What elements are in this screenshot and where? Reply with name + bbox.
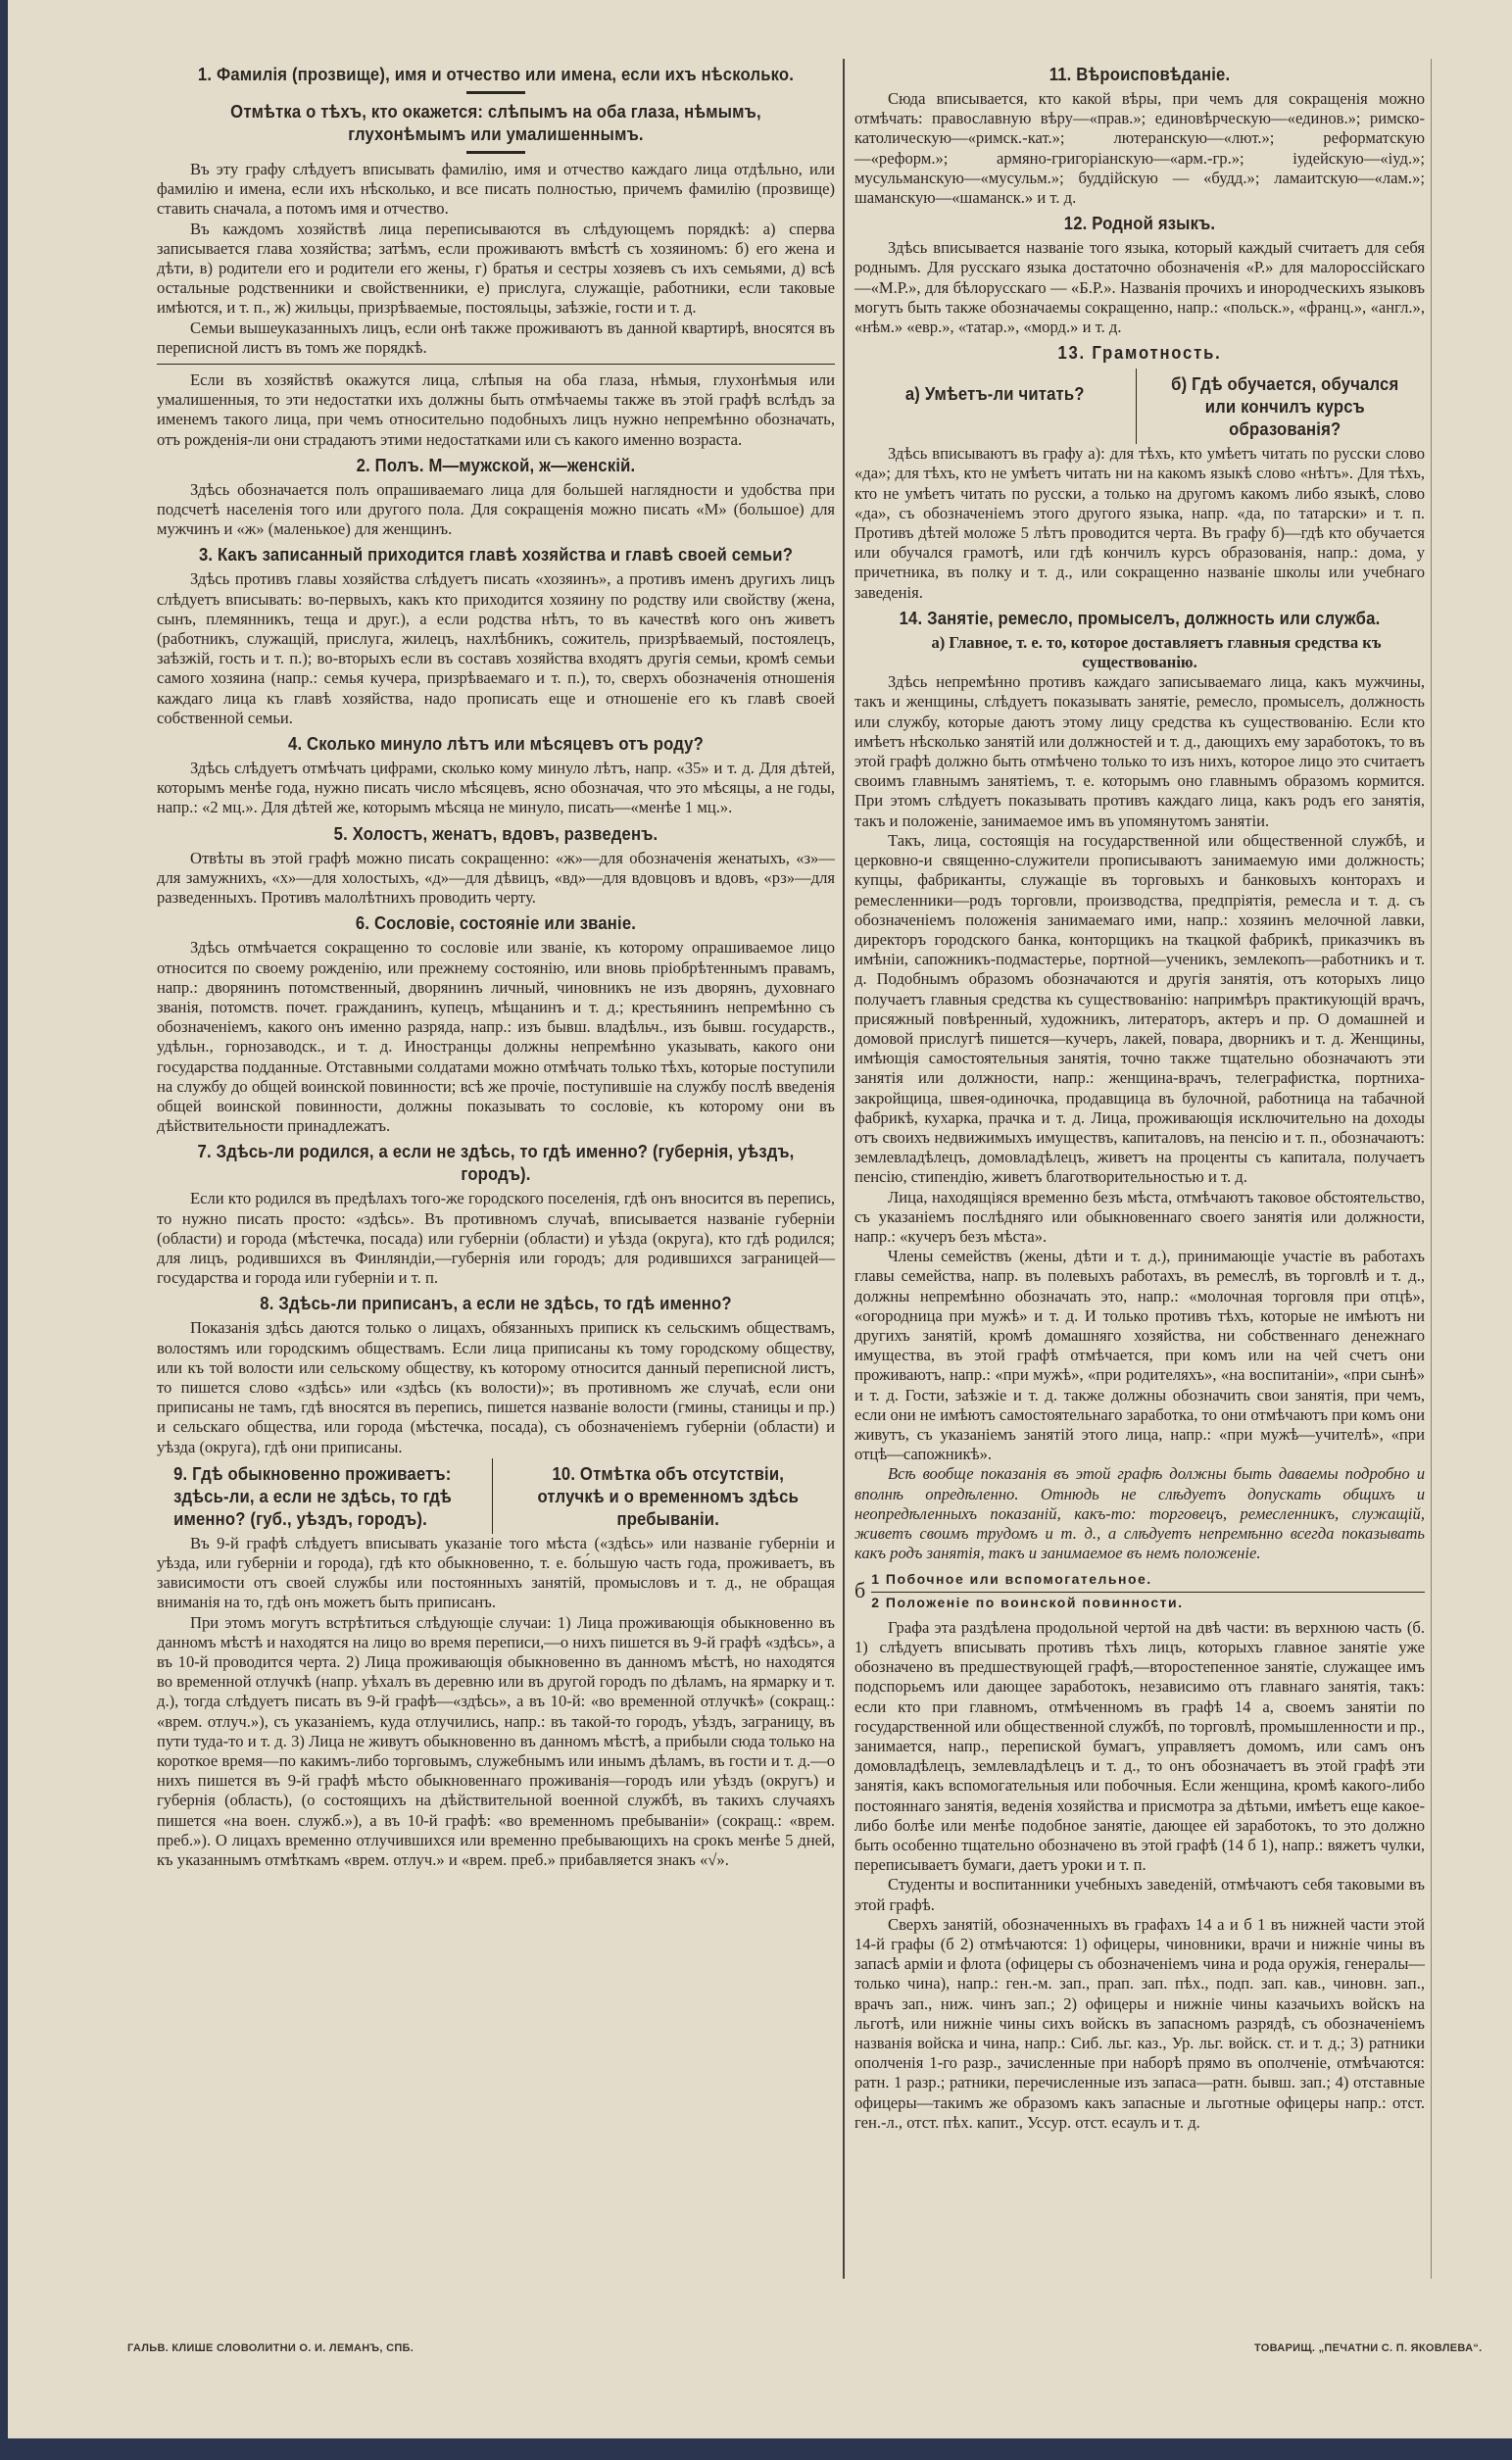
- paragraph: Здѣсь вписываютъ въ графу а): для тѣхъ, кто умѣетъ читать по русски слово «да»; для тѣхъ, кто не умѣетъ читать ни на какомъ языкѣ слово «нѣтъ». Для тѣхъ, кто не умѣетъ читать по русски, а только на другомъ какомъ либо языкѣ, слово «да», съ обозначеніемъ этого другого языка, напр. «да, по татарски» и т. п. Противъ дѣтей моложе 5 лѣтъ проводится черта. Въ графу б)—гдѣ кто обучается или обучался грамотѣ, или гдѣ кончилъ курсъ образованія, напр.: дома, у причетника, въ полку и т. д., или сокращенно названіе школы или учебнаго заведенія.: [854, 444, 1425, 602]
- section-14b-prefix: б: [854, 1578, 866, 1602]
- column-divider: [843, 59, 845, 2279]
- paragraph: Здѣсь отмѣчается сокращенно то сословіе или званіе, къ которому опрашиваемое лицо относится по своему рожденію, или прежнему состоянію, или вновь пріобрѣтеннымъ правамъ, напр.: дворянинъ потомственный, дворянинъ личный, чиновникъ не изъ дворянъ, духовнаго званія, потомств. почет. гражданинъ, купецъ, мѣщанинъ и т. д.; крестьянинъ непремѣнно съ обозначеніемъ, какого онъ именно разряда, напр.: изъ бывш. владѣльч., изъ бывш. государств., удѣльн., горнозаводск., и т. д. Иностранцы должны непремѣнно указывать, какого они государства подданные. Отставными солдатами можно отмѣчать только тѣхъ, которые поступили на службу до общей воинской повинности; всѣ же прочіе, поступившіе на службу послѣ введенія общей воинской повинности, должны показывать то сословіе, къ которому они въ дѣйствительности принадлежатъ.: [157, 938, 835, 1136]
- paragraph: Въ 9-й графѣ слѣдуетъ вписывать указаніе того мѣста («здѣсь» или названіе губерніи и уѣзда, или губерніи и города), гдѣ кто обыкновенно, т. е. бо́льшую часть года, проживаетъ, въ зависимости отъ своей службы или постоянныхъ занятій, промысловъ и т. д., не обращая вниманія на то, гдѣ онъ можетъ быть приписанъ.: [157, 1533, 835, 1612]
- paragraph: а) Главное, т. е. то, которое доставляетъ главныя средства къ существованію.: [931, 632, 1382, 672]
- section-7-title: 7. Здѣсь-ли родился, а если не здѣсь, то гдѣ именно? (губернія, уѣздъ, городъ).: [197, 1141, 795, 1185]
- printer-credit-right: ТОВАРИЩ. „ПЕЧАТНИ С. П. ЯКОВЛЕВА“.: [1254, 2342, 1483, 2354]
- section-4-title: 4. Сколько минуло лѣтъ или мѣсяцевъ отъ роду?: [288, 733, 704, 755]
- section-10-title: 10. Отмѣтка объ отсутствіи, отлучкѣ и о временномъ здѣсь пребываніи.: [536, 1462, 799, 1529]
- paragraph: Если кто родился въ предѣлахъ того-же городского поселенія, гдѣ онъ вносится въ перепись, то нужно писать просто: «здѣсь». Въ противномъ случаѣ, вписывается названіе губерніи (области) и города (мѣстечка, посада) или губерніи (области) и уѣзда (округа), кто гдѣ родился; для лицъ, родившихся въ Финляндіи,—губернія или городъ; для родившихся заграницей—государства и города или губерніи и т. п.: [157, 1189, 835, 1288]
- right-column: [854, 59, 1425, 2133]
- paragraph: Сверхъ занятій, обозначенныхъ въ графахъ 14 а и б 1 въ нижней части этой 14-й графы (б 2) отмѣчаются: 1) офицеры, чиновники, врачи и нижніе чины въ запасѣ арміи и флота (офицеры съ обозначеніемъ чина и рода оружія, генералы—только чина), напр.: ген.-м. зап., прап. зап. пѣх., подп. зап. кав., чиновн. зап., врачъ зап., ниж. чинъ зап.; 2) офицеры и нижніе чины казачьихъ войскъ на льготѣ, или нижніе чины сихъ войскъ въ запасномъ разрядѣ, съ обозначеніемъ названія войска и чина, напр.: Сиб. льг. каз., Ур. льг. войск. ст. и т. д.; 3) ратники ополченія 1-го разр., зачисленные при наборѣ прямо въ ополченіе, отмѣчаются: ратн. 1 разр.; ратники, перечисленные изъ запаса—ратн. бывш. зап.; 4) отставные офицеры—такимъ же образомъ какъ запасные и льготные офицеры напр.: отст. ген.-л., отст. пѣх. капит., Уссур. отст. есаулъ и т. д.: [854, 1914, 1425, 2132]
- section-13b-title: б) Гдѣ обучается, обучался или кончилъ курсъ образованія?: [1170, 373, 1398, 440]
- paragraph: Отвѣты въ этой графѣ можно писать сокращенно: «ж»—для обозначенія женатыхъ, «з»—для замужнихъ, «х»—для холостыхъ, «д»—для дѣвицъ, «вд»—для вдовцовъ и вдовъ, «рз»—для разведенныхъ. Противъ малолѣтнихъ проводить черту.: [157, 848, 835, 908]
- section-5-title: 5. Холостъ, женатъ, вдовъ, разведенъ.: [333, 822, 658, 844]
- right-border: [1431, 59, 1432, 2279]
- paragraph: Лица, находящіяся временно безъ мѣста, отмѣчаютъ таковое обстоятельство, съ указаніемъ послѣдняго или обыкновеннаго своего занятія или должности, напр.: «кучеръ безъ мѣста».: [854, 1187, 1425, 1246]
- paragraph: Студенты и воспитанники учебныхъ заведеній, отмѣчаютъ себя таковыми въ этой графѣ.: [854, 1875, 1425, 1914]
- paragraph: Графа эта раздѣлена продольной чертой на двѣ части: въ верхнюю часть (б. 1) слѣдуетъ вписывать противъ тѣхъ лицъ, которыхъ главное занятіе уже обозначено въ предшествующей графѣ,—второстепенное занятіе, служащее имъ подспорьемъ или дающее заработокъ, независимо отъ главнаго занятія, такъ: если кто при главномъ, отмѣченномъ въ графѣ 14 а, своемъ занятіи по государственной или общественной службѣ, по торговлѣ, промышленности и пр., занимается, напр., перепиской бумагъ, управляетъ домомъ, или самъ онъ домовладѣлецъ, землевладѣлецъ и т. д., то онъ обозначаетъ въ этой графѣ эти занятія, какъ вспомогательныя или побочныя. Если женщина, кромѣ какого-либо постояннаго занятія, веденія хозяйства и присмотра за дѣтьми, имѣетъ еще какое-либо болѣе или менѣе подобное занятіе, дающее ей заработокъ, то это должно быть особенно тщательно обозначено въ этой графѣ (14 б 1), напр.: вяжетъ чулки, переписываетъ бумаги, даетъ уроки и т. п.: [854, 1617, 1425, 1875]
- paragraph: Если въ хозяйствѣ окажутся лица, слѣпыя на оба глаза, нѣмыя, глухонѣмыя или умалишенныя, то эти недостатки ихъ должны быть отмѣчаемы также въ этой графѣ вслѣдъ за именемъ такого лица, при чемъ относительно подобныхъ лицъ нужно непремѣнно обозначать, отъ рожденія-ли они страдаютъ этими недостатками или съ какого именно возраста.: [157, 370, 835, 449]
- paragraph: При этомъ могутъ встрѣтиться слѣдующіе случаи: 1) Лица проживающія обыкновенно въ данномъ мѣстѣ и находятся на лицо во время переписи,—о нихъ пишется въ 9-й графѣ «здѣсь», а въ 10-й проводится черта. 2) Лица проживающія обыкновенно въ данномъ мѣстѣ, но находятся во временной отлучкѣ (напр. уѣхалъ въ деревню или въ другой городъ по дѣламъ, на ярмарку и т. д.), тогда слѣдуетъ писать въ 9-й графѣ—«здѣсь», а въ 10-й: «во временной отлучкѣ» (сокращ.: «врем. отлуч.»), съ указаніемъ, куда отлучились, напр.: въ такой-то городъ, уѣздъ, заграницу, въ пути туда-то и т. д. 3) Лица не живутъ обыкновенно въ данномъ мѣстѣ, а прибыли сюда только на короткое время—по какимъ-либо торговымъ, служебнымъ или инымъ дѣламъ, въ гости и т. д.—о нихъ пишется въ 9-й графѣ мѣсто обыкновеннаго проживанія—городъ или уѣздъ (округъ) и губернія (область), (о состоящихъ на дѣйствительной военной службѣ, въ такихъ случаяхъ пишется «на воен. служб.»), а въ 10-й графѣ: «во временномъ пребываніи» (сокращ.: «врем. преб.»). О лицахъ временно отлучившихся или временно пребывающихъ на срокъ менѣе 5 дней, къ указаннымъ отмѣткамъ «врем. отлуч.» и «врем. преб.» прибавляется знакъ «√».: [157, 1612, 835, 1870]
- section-9-title: 9. Гдѣ обыкновенно проживаетъ: здѣсь-ли, а если не здѣсь, то гдѣ именно? (губ., уѣздъ, городъ).: [173, 1462, 452, 1529]
- section-3-title: 3. Какъ записанный приходится главѣ хозяйства и главѣ своей семьи?: [198, 544, 794, 566]
- paragraph: Здѣсь непремѣнно противъ каждаго записываемаго лица, какъ мужчины, такъ и женщины, слѣдуетъ показывать занятіе, ремесло, промыселъ, должность или службу, которые даютъ этому лицу средства къ существованію. Если кто имѣетъ нѣсколько занятій или должностей и т. д., дающихъ ему заработокъ, то въ этой графѣ должно быть отмѣчено только то изъ нихъ, которое лицо это считаетъ своимъ главнымъ занятіемъ, т. е. которымъ оно главнымъ образомъ кормится. При этомъ слѣдуетъ показывать противъ каждаго лица, какъ родъ его занятія, такъ и положеніе, занимаемое имъ въ упомянутомъ занятіи.: [854, 672, 1425, 830]
- section-13-title: 13. Грамотность.: [1057, 342, 1222, 364]
- paragraph: Здѣсь слѣдуетъ отмѣчать цифрами, сколько кому минуло лѣтъ, напр. «35» и т. д. Для дѣтей, которымъ менѣе года, нужно писать число мѣсяцевъ, ясно обозначая, что это мѣсяцы, а не годы, напр.: «2 мц.». Для дѣтей же, которымъ мѣсяца не минуло, писать—«менѣе 1 мц.».: [157, 759, 835, 817]
- left-column: [157, 59, 835, 1870]
- section-1-title: 1. Фамилія (прозвище), имя и отчество или имена, если ихъ нѣсколько.: [197, 64, 795, 84]
- paragraph: Въ каждомъ хозяйствѣ лица переписываются въ слѣдующемъ порядкѣ: а) сперва записывается глава хозяйства; затѣмъ, если проживаютъ вмѣстѣ съ хозяиномъ: б) его жена и дѣти, в) родители его и родители его жены, г) братья и сестры хозяевъ съ ихъ семьями, д) всѣ остальные родственники и свойственники, е) прислуга, служащіе, работники, если таковые имѣются, и т. п., ж) жильцы, призрѣваемые, постояльцы, заѣзжіе, гости и т. д.: [157, 219, 835, 318]
- paragraph: Члены семействъ (жены, дѣти и т. д.), принимающіе участіе въ работахъ главы семейства, напр. въ полевыхъ работахъ, въ ремеслѣ, въ торговлѣ и т. д., должны непремѣнно обозначать это, напр.: «молочная торговля при отцѣ», «огородница при мужѣ» и т. д. И только противъ тѣхъ, которые не имѣютъ ни другихъ занятій, кромѣ домашняго хозяйства, ни собственнаго денежнаго имущества, въ этой графѣ отмѣчается, при комъ или на чей счетъ они проживаютъ, напр.: «при мужѣ», «при родителяхъ», «на воспитаніи», «при сынѣ» и т. д. Гости, заѣзжіе и т. д. также должны обозначить свои занятія, при чемъ, если они не имѣютъ самостоятельнаго заработка, то они отмѣчаютъ при комъ они живутъ, съ указаніемъ занятій этого лица, напр.: «при мужѣ—учителѣ», «при отцѣ—сапожникѣ».: [854, 1247, 1425, 1464]
- paragraph: Здѣсь обозначается полъ опрашиваемаго лица для большей наглядности и удобства при подсчетѣ населенія того или другого пола. Для сокращенія можно писать «М» (большое) для мужчинъ и «ж» (маленькое) для женщинъ.: [157, 479, 835, 539]
- section-13a-title: а) Умѣетъ-ли читать?: [904, 383, 1085, 405]
- section-1-subtitle: Отмѣтка о тѣхъ, кто окажется: слѣпымъ на оба глаза, нѣмымъ, глухонѣмымъ или умалишеннымъ.: [230, 101, 761, 144]
- sections-9-10-header: [157, 1457, 835, 1534]
- paragraph: Такъ, лица, состоящія на государственной или общественной службѣ, и церковно-и священно-служители прописываютъ занимаемую ими должность; купцы, фабриканты, служащіе въ торговыхъ и банковыхъ конторахъ и ремесленники—родъ торговли, производства, предпріятія, ремесла и т. д. съ обозначеніемъ положенія занимаемаго ими, напр.: хозяинъ мелочной лавки, директоръ городского банка, конторщикъ на ткацкой фабрикѣ, приказчикъ въ имѣніи, сапожникъ-подмастерье, портной—ученикъ, землекопъ—работникъ и т. д. Подобнымъ образомъ обозначаются и другія занятія, отъ которыхъ лицо получаетъ главныя средства къ существованію: напримѣръ практикующій врачъ, присяжный повѣренный, художникъ, литераторъ, актеръ и пр. О домашней и домовой прислугѣ пишется—кучеръ, лакей, повара, дворникъ и т. д. Женщины, имѣющія самостоятельныя занятія, точно также тщательно обозначаютъ эти занятія или должности, напр.: женщина-врачъ, телеграфистка, портниха-закройщица, швея-одиночка, продавщица въ булочной, работница на табачной фабрикѣ, кухарка, прачка и т. д. Лица, проживающія исключительно на доходы отъ своихъ недвижимыхъ имуществъ, капиталовъ, на пенсію и т. п., обозначаютъ: землевладѣлецъ, домовладѣлецъ, живетъ на проценты съ капитала, получаетъ пенсію, стипендію, живетъ благотворительностью и т. д.: [854, 830, 1425, 1187]
- paragraph: Сюда вписывается, кто какой вѣры, при чемъ для сокращенія можно отмѣчать: православную вѣру—«прав.»; единовѣрческую—«единов.»; римско-католическую—«римск.-кат.»; лютеранскую—«лют.»; реформатскую—«реформ.»; армяно-григоріанскую—«арм.-гр.»; іудейскую—«іуд.»; мусульманскую—«мусульм.»; буддійскую — «будд.»; ламаитскую—«лам.»; шаманскую—«шаманск.» и т. д.: [854, 89, 1425, 208]
- paragraph: Въ эту графу слѣдуетъ вписывать фамилію, имя и отчество каждаго лица отдѣльно, или фамилію и имена, если ихъ нѣсколько, и все писать полностью, причемъ фамилію (прозвище) ставить сначала, а потомъ имя и отчество.: [157, 160, 835, 219]
- section-14b2-title: 2 Положеніе по воинской повинности.: [871, 1592, 1425, 1612]
- paragraph: Семьи вышеуказанныхъ лицъ, если онѣ также проживаютъ въ данной квартирѣ, вносятся въ переписной листъ въ томъ же порядкѣ.: [157, 318, 835, 357]
- divider-rule: [466, 151, 525, 154]
- section-6-title: 6. Сословіе, состояніе или званіе.: [355, 912, 637, 934]
- section-13-subheaders: [854, 368, 1425, 444]
- printer-credit-left: ГАЛЬВ. КЛИШЕ СЛОВОЛИТНИ О. И. ЛЕМАНЪ, СПБ.: [127, 2342, 415, 2354]
- section-14-title: 14. Занятіе, ремесло, промыселъ, должность или служба.: [899, 607, 1381, 628]
- divider-rule: [466, 91, 525, 94]
- paragraph: Всѣ вообще показанія въ этой графѣ должны быть даваемы подробно и вполнѣ опредѣленно. Отнюдь не слѣдуетъ допускать общихъ и неопредѣленныхъ показаній, какъ-то: торговецъ, ремесленникъ, служащій, живетъ своимъ трудомъ и т. д., а слѣдуетъ непремѣнно всегда показывать какъ родъ занятія, такъ и занимаемое въ немъ положеніе.: [854, 1464, 1425, 1563]
- section-12-title: 12. Родной языкъ.: [1063, 213, 1216, 234]
- paragraph: Здѣсь противъ главы хозяйства слѣдуетъ писать «хозяинъ», а противъ именъ другихъ лицъ слѣдуетъ вписывать: во-первыхъ, какъ кто приходится хозяину по родству или свойству (жена, сынъ, племянникъ, теща и друг.), а если родства нѣтъ, то въ качествѣ кого онъ живетъ (работникъ, служащій, прислуга, жилецъ, нахлѣбникъ, сожитель, призрѣваемый, постоялецъ, заѣзжій, гость и т. п.); во-вторыхъ если въ составъ хозяйства входятъ другія семьи, кромѣ семьи самого хозяина (напр.: семья кучера, призрѣваемаго и т. п.), то, сверхъ обозначенія отношенія каждаго лица къ главѣ хозяйства, надо прописать еще и отношеніе его къ главѣ своей собственной семьи.: [157, 569, 835, 727]
- paragraph: Показанія здѣсь даются только о лицахъ, обязанныхъ приписк къ сельскимъ обществамъ, волостямъ или городскимъ обществамъ. Если лица приписаны къ тому городскому обществу, или къ той волости или сельскому обществу, къ которому относится данный переписной листъ, то пишется слово «здѣсь» или «здѣсь (къ волости)»; въ противномъ же случаѣ, если они приписаны не тамъ, гдѣ вносятся въ перепись, пишется названіе волости (гмины, станицы и пр.) и сельскаго общества, или города (мѣстечка, посада), съ обозначеніемъ губерніи (области) и уѣзда (округа), гдѣ они приписаны.: [157, 1318, 835, 1456]
- section-8-title: 8. Здѣсь-ли приписанъ, а если не здѣсь, то гдѣ именно?: [260, 1293, 732, 1314]
- divider-rule: [157, 364, 835, 365]
- section-14b-header: [854, 1567, 1425, 1613]
- section-2-title: 2. Полъ. М—мужской, ж—женскій.: [356, 454, 636, 475]
- section-11-title: 11. Вѣроисповѣданіе.: [1049, 64, 1231, 84]
- section-14b1-title: 1 Побочное или вспомогательное.: [871, 1571, 1152, 1588]
- paragraph: Здѣсь вписывается названіе того языка, который каждый считаетъ для себя роднымъ. Для русскаго языка достаточно обозначенія «Р.» для малороссійскаго—«М.Р.», для бѣлорусскаго — «Б.Р.». Названія прочихъ и инородческихъ языковъ могутъ быть также обозначаемы сокращенно, напр.: «польск.», «франц.», «англ.», «нѣм.» «евр.», «татар.», «морд.» и т. д.: [854, 238, 1425, 337]
